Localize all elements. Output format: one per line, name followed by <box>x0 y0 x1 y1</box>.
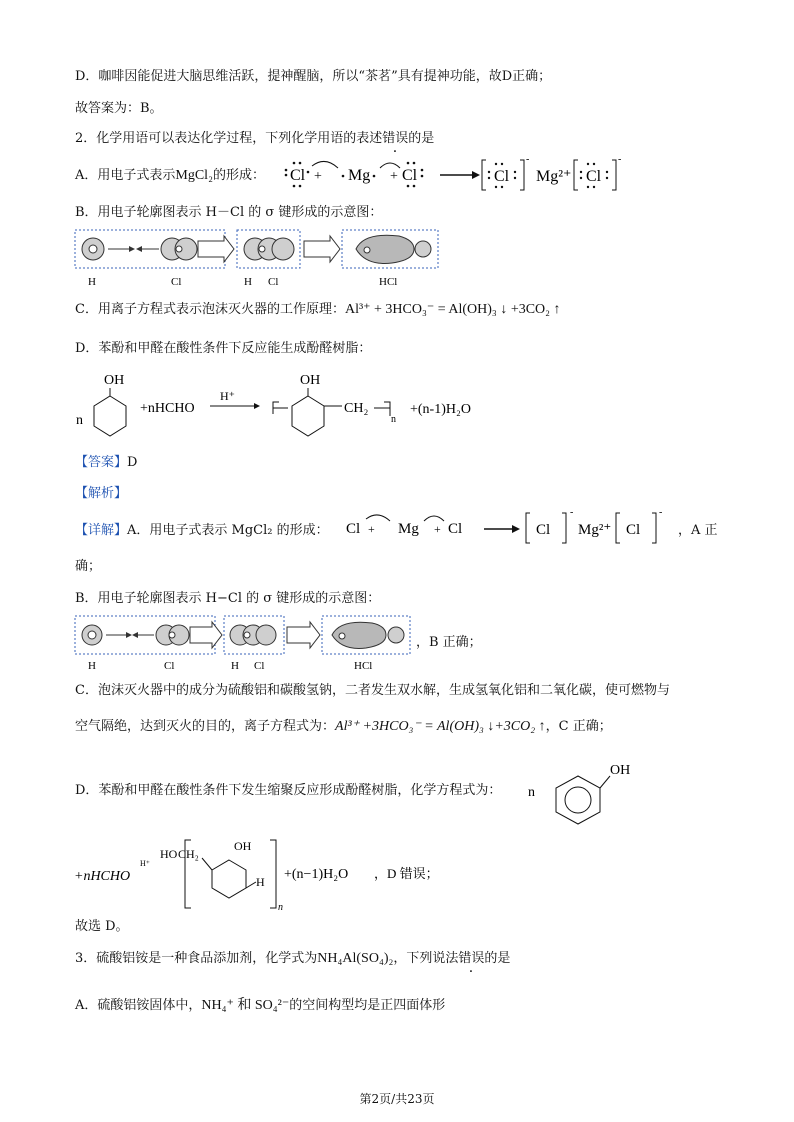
answer-row <box>75 454 137 472</box>
mg-atom: Mg <box>348 167 371 184</box>
water-product: +(n−1)H₂O <box>284 867 349 882</box>
phenol-resin-equation <box>74 366 514 446</box>
question-2-emphasis: 错误 <box>382 131 409 146</box>
methylene-bridge: CH₂ <box>178 847 199 861</box>
plus-sign: + <box>314 169 322 184</box>
oh-group: OH <box>300 373 321 388</box>
acid-catalyst: H⁺ <box>140 859 150 868</box>
methylene-bridge: CH₂ <box>344 401 369 416</box>
option-2a-label: A．用电子式表示 <box>75 168 176 183</box>
detail-a <box>75 522 329 540</box>
option-3a-label: A．硫酸铝铵固体中， <box>75 998 202 1013</box>
mg-ion: Mg²⁺ <box>536 168 572 185</box>
electron-dot-formation-figure <box>280 150 640 195</box>
question-3-stem: 3．硫酸铝铵是一种食品添加剂，化学式为 <box>75 951 318 966</box>
cl-label: Cl <box>254 660 265 672</box>
analysis-tag: 【解析】 <box>75 486 128 501</box>
phenol-structure <box>526 756 646 826</box>
cl-atom: Cl <box>402 167 418 184</box>
plus-sign: + <box>390 169 398 184</box>
cl-label: Cl <box>268 276 279 288</box>
repeat-n: n <box>278 902 283 913</box>
cl-atom: Cl <box>346 521 361 537</box>
coefficient-n: n <box>76 413 83 428</box>
sigma-bond-figure <box>74 228 444 290</box>
detail-c-equation: Al³⁺ +3HCO₃⁻ = Al(OH)₃ ↓+3CO₂ ↑ <box>335 719 546 734</box>
question-3-formula: NH₄Al(SO₄)₂ <box>317 951 394 966</box>
option-3a <box>75 997 445 1015</box>
option-d-explanation: D．咖啡因能促进大脑思维活跃，提神醒脑，所以“茶茗”具有提神功能，故D正确； <box>75 69 552 84</box>
detail-a-text: A．用电子式表示 MgCl₂ 的形成： <box>127 523 329 538</box>
svg-text:-: - <box>659 507 663 518</box>
question-2-stem: 2．化学用语可以表达化学过程，下列化学用语的表述 <box>75 131 383 146</box>
option-2b: B．用电子轮廓图表示 H－Cl 的 σ 键形成的示意图： <box>75 205 383 220</box>
detail-c-tail: ，C 正确； <box>545 719 612 734</box>
electron-dot-formation-figure-2 <box>338 505 678 547</box>
question-3-emphasis: 错误 <box>458 951 485 966</box>
detail-tag: 【详解】 <box>75 523 128 538</box>
option-2c-equation: Al³⁺ + 3HCO₃⁻ = Al(OH)₃ ↓ +3CO₂ ↑ <box>344 302 561 317</box>
h-label: H <box>88 660 96 672</box>
question-2 <box>75 130 434 148</box>
resin-product <box>74 836 454 914</box>
option-3a-ions: NH₄⁺ 和 SO₄²⁻ <box>201 998 290 1013</box>
mg-atom: Mg <box>398 521 419 537</box>
answer-value: D <box>127 455 138 470</box>
water-product: +(n-1)H₂O <box>410 402 471 417</box>
cl-ion: Cl <box>536 522 551 538</box>
detail-d: D．苯酚和甲醛在酸性条件下发生缩聚反应形成酚醛树脂，化学方程式为： <box>75 783 502 798</box>
option-2a-tail: 的形成： <box>212 168 265 183</box>
formaldehyde: +nHCHO <box>74 869 131 884</box>
option-2a-formula: MgCl₂ <box>175 168 213 183</box>
question-2-tail: 的是 <box>408 131 435 146</box>
svg-text:-: - <box>618 154 622 165</box>
ho-endgroup: HO <box>160 847 178 861</box>
hcl-label: HCl <box>354 660 373 672</box>
detail-b-tail: ，B 正确； <box>416 635 482 650</box>
h-label: H <box>88 276 96 288</box>
cl-atom: Cl <box>290 167 306 184</box>
option-2c-label: C．用离子方程式表示泡沫灭火器的工作原理： <box>75 302 345 317</box>
plus-sign: + <box>434 522 441 536</box>
page-footer: 第2页/共23页 <box>359 1092 435 1106</box>
plus-sign: + <box>368 522 375 536</box>
hcl-label: HCl <box>379 276 398 288</box>
sigma-bond-figure-2 <box>74 614 414 674</box>
cl-atom: Cl <box>448 521 463 537</box>
answer-line: 故答案为：B。 <box>75 101 163 116</box>
answer-tag: 【答案】 <box>75 455 128 470</box>
svg-text:-: - <box>570 507 574 518</box>
question-3-tail: 的是 <box>484 951 511 966</box>
choose-d: 故选 D。 <box>75 919 129 934</box>
cl-label: Cl <box>171 276 182 288</box>
option-2a <box>75 167 265 185</box>
question-3 <box>75 950 510 968</box>
question-3-mid: ，下列说法 <box>393 951 459 966</box>
cl-ion: Cl <box>494 168 510 185</box>
oh-group: OH <box>234 839 252 853</box>
option-2c <box>75 301 561 319</box>
coefficient-n: n <box>528 785 535 800</box>
acid-catalyst: H⁺ <box>220 389 235 403</box>
h-label: H <box>231 660 239 672</box>
detail-a-tail: ，A 正 <box>678 523 718 538</box>
detail-c-text: 空气隔绝，达到灭火的目的，离子方程式为： <box>75 719 336 734</box>
option-3a-tail: 的空间构型均是正四面体形 <box>289 998 446 1013</box>
h-label: H <box>244 276 252 288</box>
cl-label: Cl <box>164 660 175 672</box>
option-2d: D．苯酚和甲醛在酸性条件下反应能生成酚醛树脂： <box>75 341 372 356</box>
mg-ion: Mg²⁺ <box>578 522 612 538</box>
detail-b: B．用电子轮廓图表示 H−Cl 的 σ 键形成的示意图： <box>75 591 381 606</box>
h-endgroup: H <box>256 875 265 889</box>
oh-group: OH <box>610 763 631 778</box>
detail-d-tail: ，D 错误； <box>374 866 439 881</box>
cl-ion: Cl <box>586 168 602 185</box>
svg-text:-: - <box>526 154 530 165</box>
detail-c-line2 <box>75 718 612 736</box>
repeat-n: n <box>391 414 396 425</box>
formaldehyde: +nHCHO <box>140 401 195 416</box>
detail-a-line2: 确； <box>75 559 102 574</box>
oh-group: OH <box>104 373 125 388</box>
cl-ion: Cl <box>626 522 641 538</box>
detail-c-line1: C．泡沫灭火器中的成分为硫酸铝和碳酸氢钠，二者发生双水解，生成氢氧化铝和二氧化碳，使可燃物与 <box>75 683 670 698</box>
